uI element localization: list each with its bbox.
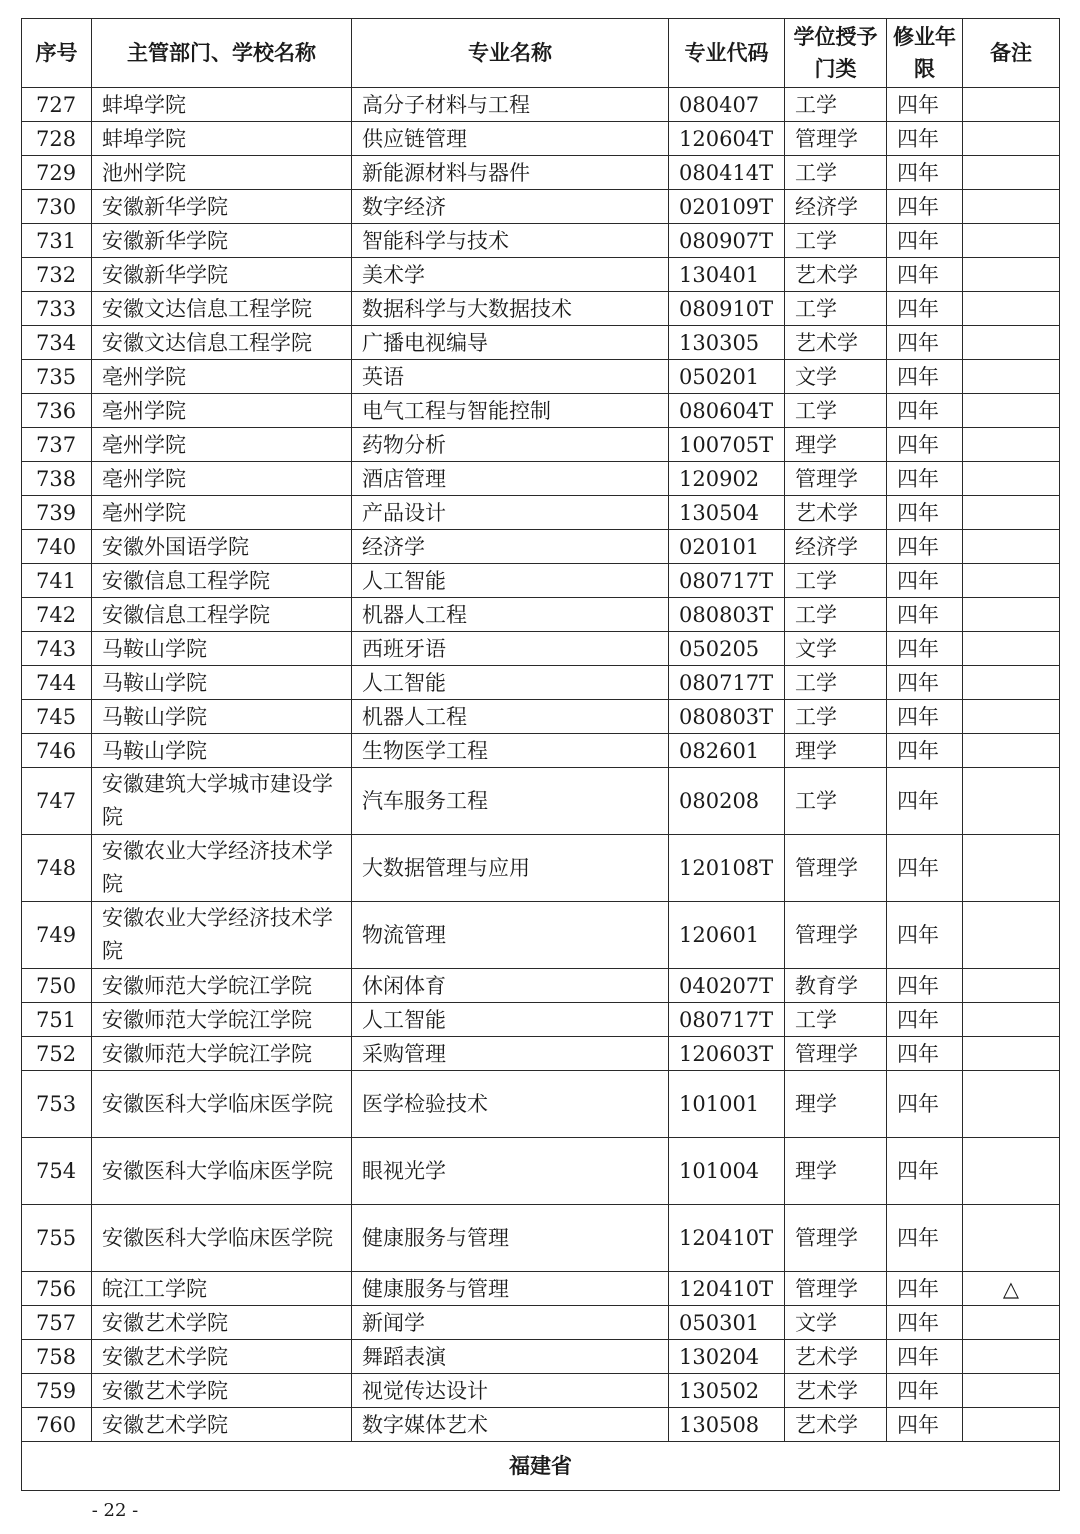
cell-code: 080717T (669, 1003, 785, 1037)
cell-degree: 经济学 (785, 530, 887, 564)
cell-unit: 安徽农业大学经济技术学院 (92, 902, 352, 969)
cell-no: 739 (22, 496, 92, 530)
cell-code: 080907T (669, 224, 785, 258)
cell-major: 数据科学与大数据技术 (352, 292, 669, 326)
cell-unit: 亳州学院 (92, 428, 352, 462)
cell-unit: 亳州学院 (92, 496, 352, 530)
cell-no: 753 (22, 1071, 92, 1138)
cell-years: 四年 (887, 1374, 963, 1408)
cell-remark (963, 1138, 1060, 1205)
cell-code: 080407 (669, 88, 785, 122)
cell-remark (963, 734, 1060, 768)
cell-no: 728 (22, 122, 92, 156)
cell-remark (963, 394, 1060, 428)
cell-unit: 安徽医科大学临床医学院 (92, 1071, 352, 1138)
table-row (22, 190, 1060, 224)
cell-remark (963, 1037, 1060, 1071)
cell-code: 120601 (669, 902, 785, 969)
cell-no: 735 (22, 360, 92, 394)
majors-table (21, 18, 1060, 1491)
table-row (22, 88, 1060, 122)
cell-unit: 蚌埠学院 (92, 88, 352, 122)
table-row (22, 902, 1060, 969)
cell-remark (963, 700, 1060, 734)
cell-remark (963, 632, 1060, 666)
cell-no: 756 (22, 1272, 92, 1306)
cell-years: 四年 (887, 292, 963, 326)
cell-years: 四年 (887, 768, 963, 835)
cell-remark (963, 1340, 1060, 1374)
cell-unit: 蚌埠学院 (92, 122, 352, 156)
table-row (22, 394, 1060, 428)
cell-years: 四年 (887, 428, 963, 462)
cell-years: 四年 (887, 1071, 963, 1138)
cell-code: 120108T (669, 835, 785, 902)
header-unit: 主管部门、学校名称 (92, 19, 352, 88)
cell-degree: 管理学 (785, 462, 887, 496)
cell-code: 020101 (669, 530, 785, 564)
cell-years: 四年 (887, 734, 963, 768)
cell-major: 广播电视编导 (352, 326, 669, 360)
cell-remark (963, 598, 1060, 632)
cell-major: 机器人工程 (352, 598, 669, 632)
cell-degree: 艺术学 (785, 326, 887, 360)
cell-remark (963, 902, 1060, 969)
cell-no: 757 (22, 1306, 92, 1340)
cell-no: 750 (22, 969, 92, 1003)
cell-code: 020109T (669, 190, 785, 224)
cell-unit: 亳州学院 (92, 360, 352, 394)
cell-unit: 安徽新华学院 (92, 258, 352, 292)
cell-unit: 皖江工学院 (92, 1272, 352, 1306)
table-row (22, 564, 1060, 598)
cell-unit: 安徽新华学院 (92, 190, 352, 224)
cell-major: 人工智能 (352, 1003, 669, 1037)
cell-no: 745 (22, 700, 92, 734)
cell-remark (963, 326, 1060, 360)
cell-major: 美术学 (352, 258, 669, 292)
table-row (22, 462, 1060, 496)
cell-years: 四年 (887, 835, 963, 902)
cell-remark (963, 122, 1060, 156)
cell-degree: 教育学 (785, 969, 887, 1003)
cell-unit: 安徽医科大学临床医学院 (92, 1205, 352, 1272)
cell-remark (963, 190, 1060, 224)
cell-no: 760 (22, 1408, 92, 1442)
cell-code: 050301 (669, 1306, 785, 1340)
cell-years: 四年 (887, 700, 963, 734)
table-row (22, 1408, 1060, 1442)
cell-degree: 艺术学 (785, 258, 887, 292)
cell-remark (963, 1071, 1060, 1138)
cell-remark (963, 530, 1060, 564)
table-row (22, 835, 1060, 902)
cell-code: 120604T (669, 122, 785, 156)
cell-no: 742 (22, 598, 92, 632)
cell-years: 四年 (887, 1205, 963, 1272)
cell-remark (963, 1306, 1060, 1340)
cell-degree: 理学 (785, 1138, 887, 1205)
cell-remark (963, 88, 1060, 122)
cell-remark (963, 360, 1060, 394)
cell-major: 人工智能 (352, 564, 669, 598)
cell-no: 749 (22, 902, 92, 969)
cell-unit: 亳州学院 (92, 462, 352, 496)
table-row (22, 156, 1060, 190)
cell-major: 数字经济 (352, 190, 669, 224)
cell-years: 四年 (887, 122, 963, 156)
cell-no: 731 (22, 224, 92, 258)
cell-code: 120410T (669, 1272, 785, 1306)
cell-remark (963, 224, 1060, 258)
cell-no: 743 (22, 632, 92, 666)
cell-degree: 管理学 (785, 1037, 887, 1071)
table-row (22, 666, 1060, 700)
cell-remark (963, 258, 1060, 292)
cell-unit: 安徽新华学院 (92, 224, 352, 258)
cell-unit: 安徽外国语学院 (92, 530, 352, 564)
cell-major: 汽车服务工程 (352, 768, 669, 835)
cell-remark (963, 666, 1060, 700)
cell-unit: 马鞍山学院 (92, 700, 352, 734)
cell-degree: 管理学 (785, 1272, 887, 1306)
cell-degree: 工学 (785, 598, 887, 632)
cell-years: 四年 (887, 1037, 963, 1071)
cell-years: 四年 (887, 224, 963, 258)
cell-remark (963, 428, 1060, 462)
header-no: 序号 (22, 19, 92, 88)
table-row (22, 1205, 1060, 1272)
cell-remark (963, 564, 1060, 598)
cell-major: 数字媒体艺术 (352, 1408, 669, 1442)
cell-no: 740 (22, 530, 92, 564)
table-row (22, 1374, 1060, 1408)
cell-remark (963, 1374, 1060, 1408)
cell-no: 755 (22, 1205, 92, 1272)
header-code: 专业代码 (669, 19, 785, 88)
cell-degree: 工学 (785, 394, 887, 428)
cell-degree: 工学 (785, 224, 887, 258)
cell-years: 四年 (887, 1003, 963, 1037)
cell-years: 四年 (887, 88, 963, 122)
table-row (22, 1138, 1060, 1205)
cell-remark (963, 292, 1060, 326)
cell-code: 130401 (669, 258, 785, 292)
cell-major: 英语 (352, 360, 669, 394)
table-row (22, 326, 1060, 360)
cell-years: 四年 (887, 969, 963, 1003)
cell-years: 四年 (887, 326, 963, 360)
cell-code: 100705T (669, 428, 785, 462)
cell-years: 四年 (887, 530, 963, 564)
cell-degree: 工学 (785, 564, 887, 598)
cell-code: 130504 (669, 496, 785, 530)
header-remark: 备注 (963, 19, 1060, 88)
cell-degree: 文学 (785, 632, 887, 666)
cell-major: 药物分析 (352, 428, 669, 462)
cell-unit: 安徽文达信息工程学院 (92, 292, 352, 326)
table-row (22, 598, 1060, 632)
table-row (22, 292, 1060, 326)
cell-years: 四年 (887, 1306, 963, 1340)
cell-years: 四年 (887, 1408, 963, 1442)
cell-code: 080604T (669, 394, 785, 428)
cell-no: 733 (22, 292, 92, 326)
cell-unit: 马鞍山学院 (92, 734, 352, 768)
cell-unit: 安徽艺术学院 (92, 1408, 352, 1442)
cell-years: 四年 (887, 394, 963, 428)
cell-years: 四年 (887, 156, 963, 190)
cell-degree: 管理学 (785, 1205, 887, 1272)
cell-unit: 安徽文达信息工程学院 (92, 326, 352, 360)
table-row (22, 360, 1060, 394)
cell-remark (963, 1205, 1060, 1272)
cell-no: 734 (22, 326, 92, 360)
cell-unit: 安徽师范大学皖江学院 (92, 1003, 352, 1037)
page-number: - 22 - (91, 1500, 139, 1521)
header-years: 修业年限 (887, 19, 963, 88)
table-row (22, 632, 1060, 666)
cell-major: 视觉传达设计 (352, 1374, 669, 1408)
cell-no: 736 (22, 394, 92, 428)
cell-no: 741 (22, 564, 92, 598)
header-degree: 学位授予门类 (785, 19, 887, 88)
province-label: 福建省 (22, 1442, 1060, 1491)
cell-code: 130502 (669, 1374, 785, 1408)
cell-major: 经济学 (352, 530, 669, 564)
cell-no: 727 (22, 88, 92, 122)
cell-degree: 文学 (785, 360, 887, 394)
cell-no: 752 (22, 1037, 92, 1071)
cell-degree: 管理学 (785, 835, 887, 902)
cell-years: 四年 (887, 902, 963, 969)
cell-code: 120902 (669, 462, 785, 496)
cell-code: 080414T (669, 156, 785, 190)
cell-code: 130204 (669, 1340, 785, 1374)
cell-major: 酒店管理 (352, 462, 669, 496)
table-row (22, 1003, 1060, 1037)
cell-no: 737 (22, 428, 92, 462)
cell-degree: 工学 (785, 292, 887, 326)
cell-years: 四年 (887, 632, 963, 666)
cell-degree: 工学 (785, 1003, 887, 1037)
table-row (22, 258, 1060, 292)
table-row (22, 224, 1060, 258)
table-row (22, 122, 1060, 156)
cell-major: 新能源材料与器件 (352, 156, 669, 190)
cell-major: 物流管理 (352, 902, 669, 969)
table-row (22, 1071, 1060, 1138)
table-row (22, 734, 1060, 768)
cell-major: 供应链管理 (352, 122, 669, 156)
cell-remark (963, 1003, 1060, 1037)
cell-degree: 管理学 (785, 122, 887, 156)
table-row (22, 1306, 1060, 1340)
cell-years: 四年 (887, 564, 963, 598)
cell-code: 082601 (669, 734, 785, 768)
cell-remark (963, 835, 1060, 902)
table-row (22, 530, 1060, 564)
cell-no: 748 (22, 835, 92, 902)
cell-degree: 理学 (785, 428, 887, 462)
table-row (22, 700, 1060, 734)
cell-major: 机器人工程 (352, 700, 669, 734)
cell-major: 采购管理 (352, 1037, 669, 1071)
cell-years: 四年 (887, 258, 963, 292)
cell-major: 智能科学与技术 (352, 224, 669, 258)
cell-major: 人工智能 (352, 666, 669, 700)
table-row (22, 1037, 1060, 1071)
cell-no: 729 (22, 156, 92, 190)
cell-code: 130305 (669, 326, 785, 360)
cell-code: 130508 (669, 1408, 785, 1442)
cell-unit: 马鞍山学院 (92, 632, 352, 666)
cell-degree: 工学 (785, 88, 887, 122)
table-row (22, 768, 1060, 835)
cell-unit: 安徽建筑大学城市建设学院 (92, 768, 352, 835)
cell-unit: 安徽农业大学经济技术学院 (92, 835, 352, 902)
cell-major: 西班牙语 (352, 632, 669, 666)
table-body (22, 88, 1060, 1442)
cell-years: 四年 (887, 1340, 963, 1374)
cell-code: 080910T (669, 292, 785, 326)
cell-degree: 艺术学 (785, 1340, 887, 1374)
cell-major: 健康服务与管理 (352, 1205, 669, 1272)
cell-years: 四年 (887, 360, 963, 394)
cell-no: 758 (22, 1340, 92, 1374)
cell-degree: 管理学 (785, 902, 887, 969)
cell-no: 730 (22, 190, 92, 224)
province-row (22, 1442, 1060, 1491)
cell-degree: 工学 (785, 700, 887, 734)
table-row (22, 1272, 1060, 1306)
cell-no: 746 (22, 734, 92, 768)
cell-unit: 安徽艺术学院 (92, 1340, 352, 1374)
cell-unit: 亳州学院 (92, 394, 352, 428)
cell-years: 四年 (887, 496, 963, 530)
cell-degree: 艺术学 (785, 1408, 887, 1442)
cell-major: 电气工程与智能控制 (352, 394, 669, 428)
cell-remark (963, 156, 1060, 190)
cell-code: 120603T (669, 1037, 785, 1071)
cell-remark (963, 1408, 1060, 1442)
cell-code: 101001 (669, 1071, 785, 1138)
cell-code: 080717T (669, 666, 785, 700)
cell-years: 四年 (887, 666, 963, 700)
cell-unit: 安徽艺术学院 (92, 1306, 352, 1340)
cell-code: 120410T (669, 1205, 785, 1272)
cell-code: 080803T (669, 598, 785, 632)
cell-degree: 工学 (785, 768, 887, 835)
cell-code: 040207T (669, 969, 785, 1003)
cell-remark (963, 969, 1060, 1003)
cell-remark: △ (963, 1272, 1060, 1306)
cell-unit: 安徽师范大学皖江学院 (92, 969, 352, 1003)
cell-code: 050205 (669, 632, 785, 666)
cell-major: 高分子材料与工程 (352, 88, 669, 122)
cell-major: 大数据管理与应用 (352, 835, 669, 902)
cell-degree: 艺术学 (785, 496, 887, 530)
cell-no: 744 (22, 666, 92, 700)
table-row (22, 496, 1060, 530)
cell-code: 080208 (669, 768, 785, 835)
cell-no: 754 (22, 1138, 92, 1205)
cell-degree: 理学 (785, 734, 887, 768)
cell-degree: 艺术学 (785, 1374, 887, 1408)
cell-years: 四年 (887, 190, 963, 224)
cell-remark (963, 462, 1060, 496)
cell-unit: 安徽医科大学临床医学院 (92, 1138, 352, 1205)
cell-major: 健康服务与管理 (352, 1272, 669, 1306)
cell-unit: 马鞍山学院 (92, 666, 352, 700)
cell-degree: 工学 (785, 156, 887, 190)
cell-code: 080717T (669, 564, 785, 598)
cell-degree: 经济学 (785, 190, 887, 224)
cell-years: 四年 (887, 462, 963, 496)
cell-remark (963, 496, 1060, 530)
cell-major: 眼视光学 (352, 1138, 669, 1205)
cell-years: 四年 (887, 1138, 963, 1205)
header-major: 专业名称 (352, 19, 669, 88)
cell-code: 050201 (669, 360, 785, 394)
cell-no: 732 (22, 258, 92, 292)
cell-unit: 安徽信息工程学院 (92, 564, 352, 598)
cell-no: 747 (22, 768, 92, 835)
cell-major: 产品设计 (352, 496, 669, 530)
cell-code: 080803T (669, 700, 785, 734)
table-row (22, 969, 1060, 1003)
cell-remark (963, 768, 1060, 835)
cell-degree: 文学 (785, 1306, 887, 1340)
cell-major: 休闲体育 (352, 969, 669, 1003)
cell-major: 新闻学 (352, 1306, 669, 1340)
cell-unit: 安徽师范大学皖江学院 (92, 1037, 352, 1071)
table-row (22, 1340, 1060, 1374)
cell-degree: 理学 (785, 1071, 887, 1138)
cell-unit: 安徽信息工程学院 (92, 598, 352, 632)
cell-years: 四年 (887, 1272, 963, 1306)
cell-major: 舞蹈表演 (352, 1340, 669, 1374)
table-row (22, 428, 1060, 462)
cell-unit: 安徽艺术学院 (92, 1374, 352, 1408)
cell-code: 101004 (669, 1138, 785, 1205)
cell-unit: 池州学院 (92, 156, 352, 190)
cell-no: 738 (22, 462, 92, 496)
cell-major: 医学检验技术 (352, 1071, 669, 1138)
header-row (22, 19, 1060, 88)
cell-years: 四年 (887, 598, 963, 632)
cell-degree: 工学 (785, 666, 887, 700)
cell-no: 751 (22, 1003, 92, 1037)
table-header (22, 19, 1060, 88)
cell-no: 759 (22, 1374, 92, 1408)
cell-major: 生物医学工程 (352, 734, 669, 768)
